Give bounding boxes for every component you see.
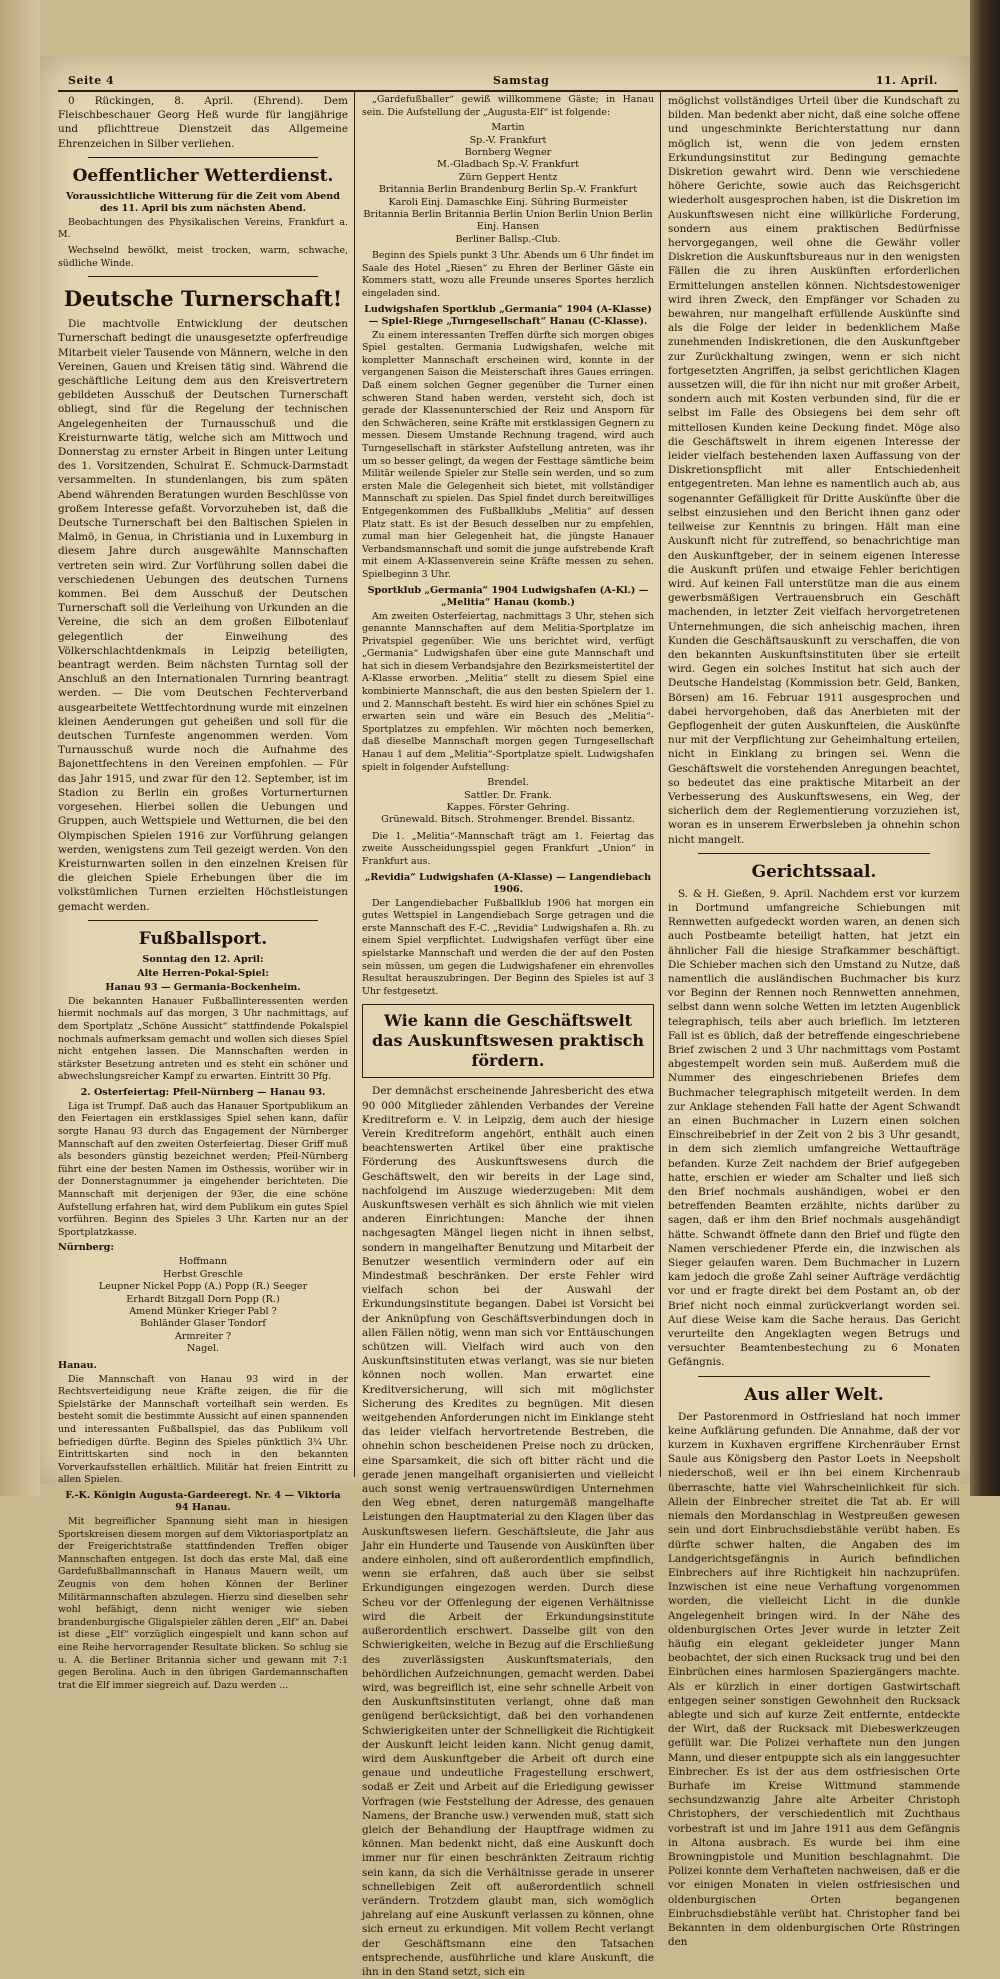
newspaper-page <box>40 56 970 1978</box>
world-body: Der Pastorenmord in Ostfriesland hat noch immer keine Aufklärung gefunden. Die Annahme, daß der vor kurzem in Kuxhaven ergriffene Kirchenräuber Ernst Saule aus Königsberg den Pastor Loets in Neepsholt niederschoß, weil er ihn bei einem Kirchenraub überraschte, hatte viel Wahrscheinlichkeit für sich. Allein der Einbrecher streitet die Tat ab. Er will niemals den Mordanschlag in Westpreußen gewesen sein und dort Einbruchsdiebstähle verübt haben. Es dürfte schwer halten, die Angaben des im Landgerichtsgefängnis in Aurich befindlichen Einbrechers auf ihre Richtigkeit hin nachzuprüfen. Inzwischen ist eine neue Verhaftung vorgenommen worden, die vielleicht Licht in die dunkle Angelegenheit bringen wird. In der Nähe des oldenburgischen Ortes Jever wurde in letzter Zeit häufig ein elegant gekleideter junger Mann beobachtet, der sich einen Rucksack trug und bei den Einbrüchen eines harmlosen Spaziergängers machte. Als er kürzlich in einer dortigen Gastwirtschaft entgegen seiner sonstigen Gewohnheit den Rucksack ablegte und sich auf kurze Zeit entfernte, entdeckte der Wirt, daß der Rucksack mit Diebeswerkzeugen gefüllt war. Die Polizei verhaftete nun den jungen Mann, und dieser entpuppte sich als ein langgesuchter Einbrecher. Es ist der aus dem ostfriesischen Orte Burhafe im Kreise Wittmund stammende sechsundzwanzig Jahre alte Arbeiter Christoph Christophers, der verschiedentlich mit Zuchthaus vorbestraft ist und im Jahre 1911 aus dem Gefängnis in Altona ausbrach. Es wurde bei ihm eine Browningpistole und Munition beschlagnahmt. Die Polizei konnte dem Verhafteten nachweisen, daß er die vor einigen Monaten in vielen ostfriesischen und oldenburgischen Orten begangenen Einbruchsdiebstähle verübt hat. Christopher fand bei Bekannten in dem oldenburgischen Orte Rüstringen den <box>668 1410 960 1949</box>
augusta-note: Beginn des Spiels punkt 3 Uhr. Abends um 6 Uhr findet im Saale des Hotel „Riesen“ zu Ehren der Berliner Gäste ein Kommers statt, wozu alle Freunde unseres Sportes herzlich eingeladen sind. <box>362 250 654 300</box>
ludwigshafen-note: Die 1. „Melitia“-Mannschaft trägt am 1. Feiertag das zweite Ausscheidungsspiel gegen Frankfurt „Union“ in Frankfurt aus. <box>362 830 654 868</box>
column-1 <box>58 90 348 1691</box>
lineup-row: Brendel. <box>487 777 529 789</box>
lineup-nuernberg <box>58 1256 348 1355</box>
lineup-augusta <box>362 122 654 246</box>
turner-title: Deutsche Turnerschaft! <box>63 286 343 312</box>
weather-subtitle: Voraussichtliche Witterung für die Zeit vom Abend des 11. April bis zum nächsten Abend. <box>66 190 340 214</box>
separator <box>88 276 318 277</box>
ludwigshafen-body: Zu einem interessanten Treffen dürfte sich morgen obiges Spiel gestalten. Germania Ludwigshafen, welche mit kompletter Mannschaft erscheinen wird, konnte in der vergangenen Saison die Meisterschaft ihres Gaues erringen. Daß einem solchen Gegner gegenüber die Turner einen schweren Stand haben werden, versteht sich, doch ist gerade der Klassenunterschied der Reiz und Ansporn für den Schwächeren, seine Kräfte mit erstklassigen Gegnern zu messen. Diesem Umstande Rechnung tragend, wird auch Turngesellschaft in stärkster Aufstellung antreten, was ihr um so besser gelingt, da wegen der Festtage sämtliche beim Militär weilende Spieler zur Stelle sein werden, und so zum ersten Male die Gelegenheit sich bietet, mit vollständiger Mannschaft zu spielen. Das Spiel findet durch bereitwilliges Entgegenkommen des Fußballklubs „Melitia“ auf dessen Platz statt. Es ist der Besuch desselben nur zu empfehlen, zumal man hier Gelegenheit hat, die jüngste Hanauer Verbandsmannschaft und somit die junge aufstrebende Kraft mit einem A-Klassenverein seine Kräfte messen zu sehen. Spielbeginn 3 Uhr. <box>362 329 654 580</box>
separator <box>698 1376 930 1377</box>
column-rule-2 <box>660 92 661 1477</box>
match3-body: Mit begreiflicher Spannung sieht man in hiesigen Sportskreisen diesem morgen auf dem Viktoriasportplatz an der Freigerichtstraße stattfindenden Treffen obiger Mannschaften entgegen. Ist doch das erste Mal, daß eine Gardefußballmannschaft in Hanaus Mauern weilt, um Zeugnis von dem hohen Können der Berliner Militärmannschaften abzulegen. Hierzu sind dieselben sehr wohl befähigt, denn nicht weniger wie sieben brandenburgische Gligalspieler zählen deren „Elf“ an. Dabei ist diese „Elf“ vorzüglich eingespielt und kann schon auf eine Reihe hervorragender Resultate blicken. So schlug sie u. A. die Berliner Britannia sicher und gewann mit 7:1 gegen Berolina. Auch in den übrigen Gardemannschaften trat die Elf immer siegreich auf. Dazu werden ... <box>58 1516 348 1691</box>
issue-date: 11. April. <box>875 74 938 87</box>
match1-heading: Alte Herren-Pokal-Spiel: <box>137 967 269 979</box>
lineup-row: M.-Gladbach Sp.-V. Frankfurt <box>437 159 579 171</box>
court-body: S. & H. Gießen, 9. April. Nachdem erst vor kurzem in Dortmund umfangreiche Schiebungen mit Rennwetten aufgedeckt worden waren, an denen sich auch Postbeamte beteiligt hatten, hat jetzt ein ähnlicher Fall die hiesige Strafkammer beschäftigt. Die Schieber machen sich den Umstand zu Nutze, daß namentlich die ausländischen Buchmacher bis kurz vor Beginn der Rennen noch Rennwetten annehmen, selbst dann wenn solche Wetten im letzten Augenblick telegraphisch, teils aber auch brieflich. Im letzteren Fall ist es üblich, daß der betreffende eingeschriebene Brief zwischen 2 und 3 Uhr nachmittags vom Postamt abgestempelt worden sein muß. Außerdem muß die Nummer des eingeschriebenen Briefes dem Buchmacher telegraphisch mitgeteilt werden. In dem zur Anklage stehenden Fall hatte der Agent Schwandt an einen Buchmacher in Luzern einen solchen Einschreibebrief in der Zeit von 2 bis 3 Uhr gesandt, in dem sich ziemlich umfangreiche Wettaufträge befanden. Kurze Zeit nachdem der Brief aufgegeben hatte, erschien er wieder am Schalter und ließ sich den Brief nochmals aushändigen, wobei er den betreffenden Beamten erzählte, nichts darüber zu sagen, daß er ihm den Brief nochmals ausgehändigt hätte. Schwandt öffnete dann den Brief und fügte den Namen verschiedener Pferde ein, die inzwischen als Sieger gelaufen waren. Dem Buchmacher in Luzern kam jedoch die große Zahl seiner Aufträge verdächtig vor und er fragte direkt bei dem Postamt an, ob der Brief nicht noch einmal zurückverlangt worden sei. Auf diese Weise kam die Sache heraus. Das Gericht verurteilte den Angeklagten wegen Betrugs und versuchter Beamtenbestechung zu 6 Monaten Gefängnis. <box>668 887 960 1369</box>
court-title: Gerichtssaal. <box>751 861 877 882</box>
page-header <box>58 70 958 92</box>
lineup-row: Britannia Berlin Britannia Berlin Union Berlin Union Berlin <box>363 209 653 221</box>
melitia-body: Am zweiten Osterfeiertag, nachmittags 3 Uhr, stehen sich genannte Mannschaften auf dem Melitia-Sportplatze im Privatspiel gegenüber. Wie uns berichtet wird, verfügt „Germania“ Ludwigshafen über eine gute Mannschaft und hat sich in diesem Verbandsjahre den Bezirksmeistertitel der A-Klasse erworben. „Melitia“ stellt zu diesem Spiel eine kombinierte Mannschaft, die aus den besten Spielern der 1. und 2. Mannschaft besteht. Es wird hier ein schönes Spiel zu erwarten sein und wäre ein Besuch des „Melitia“-Sportplatzes zu empfehlen. Wir möchten noch bemerken, daß dieselbe Mannschaft morgen gegen Turngesellschaft Hanau 1 auf dem „Melitia“-Sportplatze spielt. Ludwigshafen spielt in folgender Aufstellung: <box>362 610 654 773</box>
article-title-box <box>362 1004 654 1078</box>
lineup-row: Berliner Ballsp.-Club. <box>455 233 561 245</box>
lineup-row: Zürn Geppert Hentz <box>458 171 558 183</box>
melitia-title: Sportklub „Germania“ 1904 Ludwigshafen (A-Kl.) — „Melitia“ Hanau (komb.) <box>367 584 649 608</box>
article-continuation: möglichst vollständiges Urteil über die Kundschaft zu bilden. Man bedenkt aber nicht, daß eine solche offene und ungeschminkte Berichterstattung nur dann möglich ist, wenn die von jedem ernsten Erkundungsinstitut zur Bedingung gemachte Diskretion gewahrt wird. Denn wie verschiedene höhere Gerichte, sowie auch das Reichsgericht wiederholt ausgesprochen haben, ist die Diskretion im Auskunftswesen nicht eine willkürliche Forderung, sondern aus einem praktischen Bedürfnisse hervorgegangen, weil ohne die Gewähr voller Diskretion die Auskunftsbureaus nur in den wenigsten Fällen die zu ihren Auskünften erforderlichen Ermittelungen anstellen können. Nichtsdestoweniger wird ihren Zweck, den Empfänger vor Schaden zu bewahren, nur mangelhaft erfüllende Auskünfte sind als die Folge der leider in bedenklichem Maße zunehmenden Indiskretionen, die den Auskunftgeber zur Zurückhaltung zwingen, wenn er sich nicht fortgesetzten Angriffen, ja selbst gerichtlichen Klagen aussetzen will, die für ihn nicht nur mit großer Arbeit, sondern auch mit Kosten verbunden sind, für die er selbst im Falle des Obsiegens bei dem sehr oft mittellosen Kunden keine Deckung findet. Möge also die Geschäftswelt in ihrem eigenen Interesse der leider vielfach bestehenden laxen Auffassung von der Diskretionspflicht mit aller Entschiedenheit entgegentreten. Man lehne es namentlich auch ab, aus sogenannter Gefälligkeit für Dritte Auskünfte über die selbst einzusiehen und den Bericht ihnen ganz oder teilweise zur Kenntnis zu bringen. Hält man eine Auskunft nicht für zutreffend, so benachrichtige man den Auskunftgeber, der in seinem eigenen Interesse die Auskunft prüfen und etwaige Fehler berichtigen wird. Auf keinen Fall unterstütze man die aus einem gewerbsmäßigen Vertrauensbruch ein Geschäft machenden, in letzter Zeit vielfach hervorgetretenen Unternehmungen, die sich anheischig machen, ihren Kunden die Geschäftsauskunft zu verschaffen, die von den bekannten Auskunftsinstituten über sie erteilt wird. Gegen ein solches Institut hat sich auch der Deutsche Handelstag (Kommission betr. Geld, Banken, Börsen) am 16. Februar 1911 ausgesprochen und dabei hervorgehoben, daß das Anerbieten mit der Gepflogenheit der guten Auskunfteien, die Auskünfte nur mit der Verpflichtung zur Geheimhaltung erteilen, nicht in Einklang zu bringen sei. Wenn die Geschäftswelt die vorstehenden Anregungen beachtet, so bedeutet das eine praktische Mitarbeit an der Verbesserung des Auskunftswesens, ein Weg, der sicherlich dem der Reglementierung vorzuziehen ist, woran es in unserem Erwerbsleben ja ohnehin schon nicht mangelt. <box>668 95 960 846</box>
lineup-row: Martin <box>491 122 525 134</box>
ludwigshafen-title: Ludwigshafen Sportklub „Germania“ 1904 (A-Klasse) — Spiel-Riege „Turngesellschaft“ Hanau (C-Klasse). <box>364 303 652 327</box>
weather-forecast: Wechselnd bewölkt, meist trocken, warm, schwache, südliche Winde. <box>58 245 348 269</box>
lineup-row: Sattler. Dr. Frank. <box>464 789 552 801</box>
football-title: Fußballsport. <box>138 928 268 949</box>
augusta-intro: „Gardefußballer“ gewiß willkommene Gäste; in Hanau sein. Die Aufstellung der „Augusta-Elf“ ist folgende: <box>362 94 654 118</box>
weather-source: Beobachtungen des Physikalischen Vereins, Frankfurt a. M. <box>58 216 348 241</box>
separator <box>88 157 318 158</box>
article-title: Wie kann die Geschäftswelt das Auskunftswesen praktisch fördern. <box>371 1011 645 1071</box>
match1-title: Hanau 93 — Germania-Bockenheim. <box>105 981 301 993</box>
lineup-row: Leupner Nickel Popp (A.) Popp (R.) Seeger <box>98 1281 308 1293</box>
lineup-row: Armreiter ? <box>174 1330 232 1342</box>
lineup-heading-nuernberg: Nürnberg: <box>58 1242 114 1254</box>
turner-body: Die machtvolle Entwicklung der deutschen Turnerschaft bedingt die unausgesetzte opferfreudige Mitarbeit vieler Tausende von Männern, welche in den Vereinen, Gauen und Kreisen tätig sind. Während die geschäftliche Leitung dem aus den Kreisvertretern gebildeten Ausschuß der Deutschen Turnerschaft obliegt, sind für die Regelung der technischen Angelegenheiten der Turnausschuß und die Kreisturnwarte tätig, welche sich am Mittwoch und Donnerstag zu ernster Arbeit in Bingen unter Leitung des 1. Vorsitzenden, Schulrat E. Schmuck-Darmstadt versammelten. In stundenlangen, bis zum späten Abend währenden Beratungen wurden Beschlüsse von großem Interesse gefaßt. Vorvorzuheben ist, daß die Deutsche Turnerschaft bei den Baltischen Spielen in Malmö, in Genua, in Christiania und in Luxemburg in diesem Jahre durch ausgewählte Mannschaften vertreten sein wird. Zur Vorführung sollen dabei die verschiedenen Uebungen des deutschen Turnens kommen. Bei dem Ausschuß der Deutschen Turnerschaft soll die Verleihung von Urkunden an die Vereine, die sich an dem großen Eilbotenlauf gelegentlich der Einweihung des Völkerschlachtdenkmals in Leipzig beteiligten, beantragt werden. Beim nächsten Turntag soll der Anschluß an den Internationalen Turnring beantragt werden. — Die vom Deutschen Fechterverband ausgearbeitete Wettfechtordnung wurde mit einzelnen kleinen Aenderungen gut geheißen und soll für die deutschen Turnfeste angenommen werden. Vom Turnausschuß wurde noch die Aufnahme des Bajonettfechtens in den Vereinen empfohlen. — Für das Jahr 1915, und zwar für den 12. September, ist im Stadion zu Berlin ein großes Vorturnerturnen vorgesehen. Hierbei sollen die Uebungen und Gruppen, auch Wettspiele und Wetturnen, die bei den Olympischen Spielen 1916 zur Vorführung gelangen werden, wenigstens zum Teil gezeigt werden. Von den Kreisturnwarten sollen in den einzelnen Kreisen für die gleichen Spiele Erhebungen über die im volkstümlichen Turnen erzielten Höchstleistungen gemacht werden. <box>58 318 348 913</box>
lineup-row: Sp.-V. Frankfurt <box>469 134 547 146</box>
local-note: 0 Rückingen, 8. April. (Ehrend). Dem Fleischbeschauer Georg Heß wurde für langjährige und pflichttreue Dienstzeit das Allgemeine Ehrenzeichen in Silber verliehen. <box>58 95 348 150</box>
lineup-heading-hanau: Hanau. <box>58 1359 97 1371</box>
lineup-row: Bohländer Glaser Tondorf <box>140 1318 266 1330</box>
article-body: Der demnächst erscheinende Jahresbericht des etwa 90 000 Mitglieder zählenden Verbandes der Vereine Kreditreform e. V. in Leipzig, dem auch der hiesige Verein Kreditreform angehört, enthält auch einen beachtenswerten Artikel über eine praktische Förderung des Auskunftswesens durch die Geschäftswelt, den wir bereits in der Lage sind, nachfolgend im Auszuge wiederzugeben: Mit dem Auskunftswesen verhält es sich ähnlich wie mit vielen anderen Einrichtungen: Manche der ihnen nachgesagten Mängel liegen nicht in ihnen selbst, sondern in mangelhafter Benutzung und Mitarbeit der Benutzer wesentlich vermindern oder auf ein Mindestmaß beschränken. Der erste Fehler wird vielfach schon bei der Auswahl der Erkundungsinstitute begangen. Dabei ist Vorsicht bei der Anknüpfung von Geschäftsverbindungen doch in allen Fällen nötig, wenn man sich vor Enttäuschungen schützen will. Vielfach wird auch von den Auskunftsinstituten etwas verlangt, was sie nur bieten können noch wollen. Man erwartet eine Kreditversicherung, will sich mit möglichster Sicherung des Kredites zu begnügen. Mit diesen weitgehenden Anforderungen nicht im Einklange steht das leider vielfach hervortretende Bestreben, die ohnehin schon bescheidenen Preise noch zu drücken, eine Sparsamkeit, die sich oft bitter rächt und die gerade jenen mangelhaft organisierten und vielleicht auch sonst wenig vertrauenswürdigen Unternehmen den Weg ebnet, deren naturgemäß mangelhafte Leistungen den Hauptmaterial zu den Klagen über das Auskunftswesen liefern. Geschäftsleute, die Jahr aus Jahr ein Hunderte und Tausende von Auskünften über andere einholen, sind oft außerordentlich empfindlich, wenn sie erfahren, daß auch über sie selbst Erkundigungen eingezogen werden. Durch diese Scheu vor der Offenlegung der eigenen Verhältnisse wird die Arbeit der Erkundungsinstitute außerordentlich erschwert. Dasselbe gilt von den Schwierigkeiten, welche in Bezug auf die Erschließung des zuverlässigsten Auskunftsmaterials, den behördlichen Aufzeichnungen, gemacht werden. Dabei wird, was begreiflich ist, eine sehr schnelle Arbeit von den Auskunftsinstituten verlangt, ohne daß man genügend berücksichtigt, daß bei den vorhandenen Schwierigkeiten unter der Schnelligkeit die Richtigkeit der Auskunft leicht leiden kann. Nicht genug damit, wird dem Auskunftgeber die Arbeit oft durch eine genaue und undeutliche Fragestellung erschwert, sodaß er Zeit und Arbeit auf die Erledigung gewisser Vorfragen (wie Feststellung der Adresse, des genauen Namens, der Branche usw.) verwenden muß, statt sich gleich der Behandlung der Hauptfrage widmen zu können. Man bedenkt nicht, daß eine Auskunft doch immer nur für einen beschränkten Zeitraum richtig sein kann, da sich die Verhältnisse gerade in unserer schnellebigen Zeit oft außerordentlich schnell verändern. Trotzdem glaubt man, sich womöglich jahrelang auf eine Auskunft verlassen zu können, ohne sich erneut zu erkundigen. Mit vollem Recht verlangt der Geschäftsmann eine den Tatsachen entsprechende, ausführliche und klare Auskunft, die ihn in den Stand setzt, sich ein <box>362 1085 654 1978</box>
lineup-row: Grünewald. Bitsch. Strohmenger. Brendel. Bissantz. <box>381 814 635 826</box>
left-margin <box>0 0 40 1496</box>
lineup-row: Einj. Hansen <box>476 221 540 233</box>
lineup-row: Herbst Greschle <box>163 1268 243 1280</box>
page-edge <box>970 0 1000 1496</box>
match2-body: Liga ist Trumpf. Daß auch das Hanauer Sportpublikum an den Feiertagen ein erstklassiges Spiel sehen kann, dafür sorgte Hanau 93 durch das Engagement der Nürnberger Mannschaft auf den zweiten Osterfeiertag. Dieser Griff muß als besonders günstig bezeichnet werden; Pfeil-Nürnberg führt eine der besten Namen im Osthessis, worüber wir in der Donnerstagnummer ja eingehender berichteten. Die Mannschaft mit derjenigen der 93er, die eine schöne Aufstellung erfahren hat, wird dem Publikum ein gutes Spiel vorführen. Beginn des Spieles 3 Uhr. Karten nur an der Sportplatzkasse. <box>58 1100 348 1238</box>
page-number: Seite 4 <box>68 74 115 87</box>
revidia-body: Der Langendiebacher Fußballklub 1906 hat morgen ein gutes Wettspiel in Langendiebach Sorge getragen und die erste Mannschaft des F.-C. „Revidia“ Ludwigshafen a. Rh. zu einem Spiel verpflichtet. Ludwigshafen verfügt über eine spielstarke Mannschaft und werden die der auf den Posten sein müssen, um gegen die Ludwigshafener ein ehrenvolles Resultat herauszubringen. Der Beginn des Spieles ist auf 3 Uhr festgesetzt. <box>362 897 654 997</box>
weather-title: Oeffentlicher Wetterdienst. <box>72 165 334 186</box>
revidia-title: „Revidia“ Ludwigshafen (A-Klasse) — Langendiebach 1906. <box>364 871 652 895</box>
separator <box>88 920 318 921</box>
lineup-row: Karoli Einj. Damaschke Einj. Sühring Burmeister <box>388 196 628 208</box>
column-3 <box>668 90 960 1949</box>
match1-body: Die bekannten Hanauer Fußballinteressenten werden hiermit nochmals auf das morgen, 3 Uhr nachmittags, auf dem Sportplatz „Schöne Aussicht“ stattfindende Pokalspiel nochmals aufmerksam gemacht und wollen sich dieses Spiel nicht entgehen lassen. Die Mannschaften werden in stärkster Besetzung antreten und es steht ein schöner und abwechslungsreicher Kampf zu erwarten. Eintritt 30 Pfg. <box>58 995 348 1083</box>
column-2 <box>362 90 654 1978</box>
hanau-body: Die Mannschaft von Hanau 93 wird in der Rechtsverteidigung neue Kräfte zeigen, die für die Spielstärke der Mannschaft vorteilhaft sein werden. Es besteht somit die bestimmte Aussicht auf einen spannenden und interessanten Fußballspiel, das das Publikum voll befriedigen dürfte. Beginn des Spieles pünktlich 3¼ Uhr. Eintrittskarten sind noch in den bekannten Vorverkaufsstellen erhältlich. Militär hat freien Eintritt zu allen Spielen. <box>58 1373 348 1486</box>
lineup-row: Nagel. <box>186 1343 220 1355</box>
football-date-line: Sonntag den 12. April: <box>142 953 264 965</box>
lineup-ludwigshafen <box>362 777 654 827</box>
match2-title: 2. Osterfeiertag: Pfeil-Nürnberg — Hanau 93. <box>80 1086 326 1098</box>
weekday: Samstag <box>493 74 550 87</box>
lineup-row: Amend Münker Krieger Pabl ? <box>129 1306 277 1318</box>
world-title: Aus aller Welt. <box>744 1384 884 1405</box>
match3-title: F.-K. Königin Augusta-Gardeeregt. Nr. 4 — Viktoria 94 Hanau. <box>65 1490 341 1513</box>
lineup-row: Hoffmann <box>178 1256 228 1268</box>
lineup-row: Bornberg Wegner <box>464 147 552 158</box>
separator <box>698 853 930 854</box>
lineup-row: Erhardt Bitzgall Dorn Popp (R.) <box>126 1293 280 1305</box>
lineup-row: Britannia Berlin Brandenburg Berlin Sp.-V. Frankfurt <box>378 184 638 196</box>
column-rule-1 <box>354 92 355 1477</box>
lineup-row: Kappes. Förster Gehring. <box>446 802 570 814</box>
